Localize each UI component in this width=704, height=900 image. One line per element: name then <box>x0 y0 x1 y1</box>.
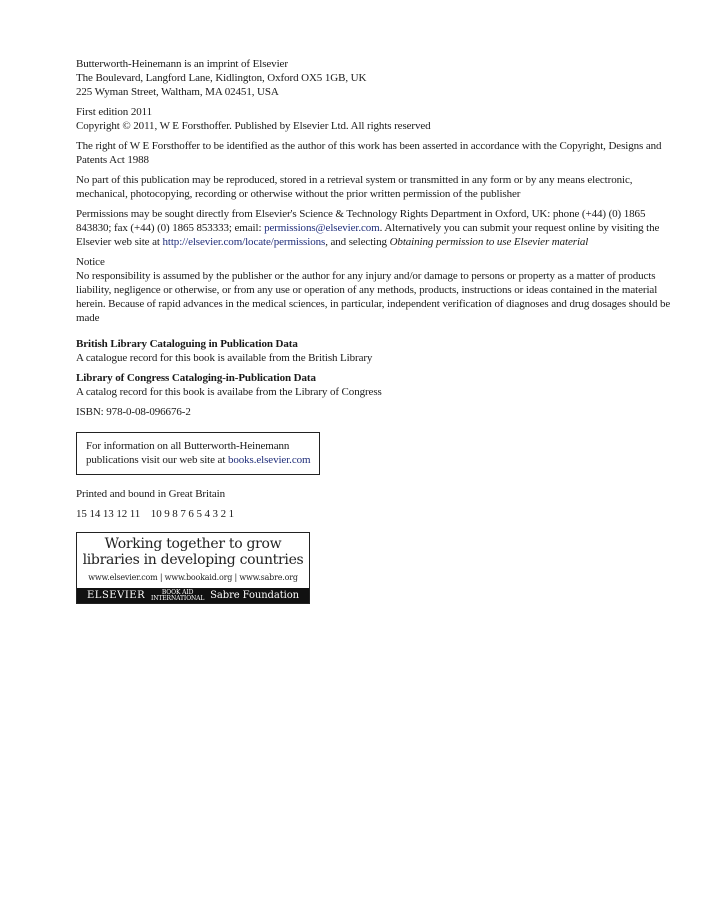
info-box <box>76 432 320 475</box>
books-elsevier-link[interactable]: books.elsevier.com <box>227 454 311 466</box>
library-of-congress-heading: Library of Congress Cataloging-in-Publication Data <box>76 372 316 384</box>
british-library-heading: British Library Cataloguing in Publication Data <box>76 338 298 350</box>
banner-headline-line-2: libraries in developing countries <box>82 552 304 568</box>
banner-headline-line-1: Working together to grow <box>104 536 282 552</box>
british-library-body: A catalogue record for this book is available from the British Library <box>76 352 373 364</box>
permissions-text-2: . Alternatively you can submit your request online by visiting the Elsevier web site at <box>76 222 660 248</box>
notice-body: No responsibility is assumed by the publisher or the author for any injury and/or damage to persons or property as a matter of products liability, negligence or otherwise, or from any use or operation of any methods, products, instructions or ideas contained in the material herein. Because of rapid advances in the medical sciences, in particular, independent verification of diagnoses and drug dosages should be made <box>76 270 671 324</box>
reproduction-paragraph: No part of this publication may be reproduced, stored in a retrieval system or transmitted in any form or by any means electronic, mechanical, photocopying, recording or otherwise without the prior written permission of the publisher <box>76 174 633 200</box>
permissions-url-link[interactable]: http://elsevier.com/locate/permissions <box>162 236 326 248</box>
banner-urls: www.elsevier.com | www.bookaid.org | www.sabre.org <box>88 573 298 582</box>
printed-line: Printed and bound in Great Britain <box>76 488 226 500</box>
permissions-text-1: Permissions may be sought directly from Elsevier's Science & Technology Rights Department in Oxford, UK: phone (+44) (0) 1865 843830; fax (+44) (0) 1865 853333; email: <box>76 208 646 234</box>
copyright-page <box>76 57 672 604</box>
bookaid-logo: BOOK AID INTERNATIONAL <box>150 588 205 602</box>
print-number-line: 15 14 13 12 11 10 9 8 7 6 5 4 3 2 1 <box>76 508 235 520</box>
banner-headline <box>77 536 309 568</box>
notice-heading: Notice <box>76 256 105 268</box>
imprint-line-3: 225 Wyman Street, Waltham, MA 02451, USA <box>76 86 279 98</box>
sabre-logo: Sabre Foundation <box>210 589 299 601</box>
info-box-line-1: For information on all Butterworth-Heinemann <box>86 440 290 452</box>
imprint-line-1: Butterworth-Heinemann is an imprint of Elsevier <box>76 58 288 70</box>
isbn-line: ISBN: 978-0-08-096676-2 <box>76 406 191 418</box>
author-right-paragraph: The right of W E Forsthoffer to be identified as the author of this work has been asserted in accordance with the Copyright, Designs and Patents Act 1988 <box>76 140 662 166</box>
partnership-banner <box>76 532 310 604</box>
permissions-email-link[interactable]: permissions@elsevier.com <box>264 222 380 234</box>
permissions-paragraph <box>76 207 672 249</box>
edition-line: First edition 2011 <box>76 106 153 118</box>
info-box-line-2 <box>86 453 310 467</box>
info-box-prefix: publications visit our web site at <box>86 454 228 466</box>
imprint-line-2: The Boulevard, Langford Lane, Kidlington, Oxford OX5 1GB, UK <box>76 72 367 84</box>
elsevier-logo: ELSEVIER <box>87 589 146 601</box>
banner-logo-bar <box>77 588 309 603</box>
copyright-line: Copyright © 2011, W E Forsthoffer. Published by Elsevier Ltd. All rights reserved <box>76 120 431 132</box>
permissions-text-3: , and selecting <box>325 236 390 248</box>
library-of-congress-body: A catalog record for this book is availabe from the Library of Congress <box>76 386 382 398</box>
permissions-italic-text: Obtaining permission to use Elsevier material <box>389 236 589 248</box>
